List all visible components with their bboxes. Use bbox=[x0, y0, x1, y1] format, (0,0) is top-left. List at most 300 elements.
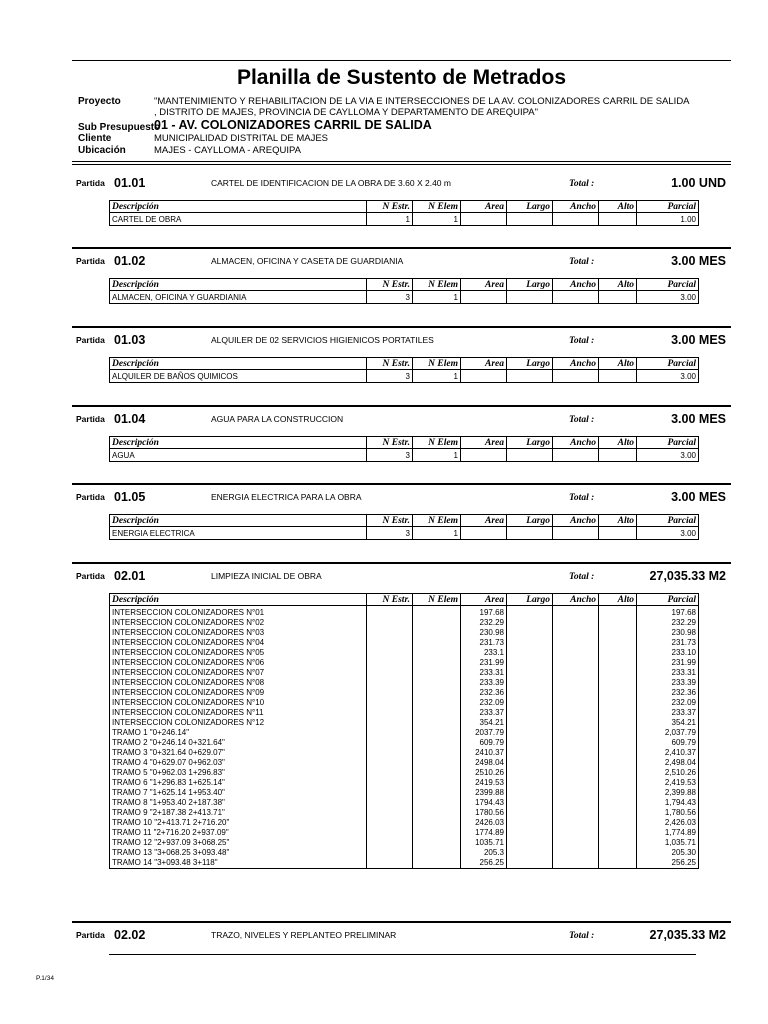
column-header: Alto bbox=[599, 594, 637, 606]
table-row bbox=[110, 808, 699, 818]
cell-area: 2410.37 bbox=[461, 748, 507, 758]
cell-n-estr: 3 bbox=[367, 291, 413, 304]
cell-area: 1780.56 bbox=[461, 808, 507, 818]
cell-parcial: 233.31 bbox=[637, 668, 699, 678]
cell-n-elem bbox=[413, 798, 461, 808]
cell-ancho bbox=[553, 648, 599, 658]
total-label: Total : bbox=[569, 257, 595, 267]
cell-n-estr bbox=[367, 788, 413, 798]
cell-parcial: 197.68 bbox=[637, 606, 699, 619]
column-header: N Estr. bbox=[367, 201, 413, 213]
column-header: Ancho bbox=[553, 358, 599, 370]
cell-n-estr bbox=[367, 848, 413, 858]
column-header: Largo bbox=[507, 594, 553, 606]
cell-alto bbox=[599, 708, 637, 718]
cell-area: 1774.89 bbox=[461, 828, 507, 838]
column-header: Ancho bbox=[553, 437, 599, 449]
cell-alto bbox=[599, 618, 637, 628]
table-row bbox=[110, 628, 699, 638]
column-header: N Elem bbox=[413, 594, 461, 606]
partida-code: 01.01 bbox=[114, 176, 146, 190]
metrado-table bbox=[109, 436, 699, 462]
page-title: Planilla de Sustento de Metrados bbox=[236, 66, 567, 89]
cell-alto bbox=[599, 688, 637, 698]
cell-area: 205.3 bbox=[461, 848, 507, 858]
cell-area: 256.25 bbox=[461, 858, 507, 869]
cell-n-elem bbox=[413, 708, 461, 718]
partida-code: 02.01 bbox=[114, 569, 146, 583]
table-row bbox=[110, 291, 699, 304]
cell-ancho bbox=[553, 628, 599, 638]
cell-description: TRAMO 3 "0+321.64 0+629.07" bbox=[110, 748, 367, 758]
metrado-table bbox=[109, 278, 699, 304]
cell-ancho bbox=[553, 738, 599, 748]
column-header: Largo bbox=[507, 279, 553, 291]
cell-area: 233.37 bbox=[461, 708, 507, 718]
partida-code: 01.02 bbox=[114, 254, 146, 268]
cell-largo bbox=[507, 668, 553, 678]
cell-parcial: 2,426.03 bbox=[637, 818, 699, 828]
column-header: Descripción bbox=[110, 201, 367, 213]
cell-ancho bbox=[553, 838, 599, 848]
table-row bbox=[110, 527, 699, 540]
cell-area: 1794.43 bbox=[461, 798, 507, 808]
column-header: Area bbox=[461, 515, 507, 527]
cell-n-estr bbox=[367, 698, 413, 708]
cell-ancho bbox=[553, 808, 599, 818]
partida-separator bbox=[72, 562, 731, 564]
cell-area: 2510.26 bbox=[461, 768, 507, 778]
cell-alto bbox=[599, 808, 637, 818]
table-row bbox=[110, 648, 699, 658]
cell-area: 2426.03 bbox=[461, 818, 507, 828]
cell-ancho bbox=[553, 768, 599, 778]
cell-description: TRAMO 8 "1+953.40 2+187.38" bbox=[110, 798, 367, 808]
column-header: N Elem bbox=[413, 201, 461, 213]
column-header: Ancho bbox=[553, 515, 599, 527]
cell-area: 231.73 bbox=[461, 638, 507, 648]
cell-ancho bbox=[553, 718, 599, 728]
metrado-table bbox=[109, 357, 699, 383]
cell-area: 2399.88 bbox=[461, 788, 507, 798]
total-label: Total : bbox=[569, 336, 595, 346]
cell-n-estr bbox=[367, 658, 413, 668]
cell-description: ALMACEN, OFICINA Y GUARDIANIA bbox=[110, 291, 367, 304]
cell-ancho bbox=[553, 748, 599, 758]
cell-ancho bbox=[553, 848, 599, 858]
cell-n-estr bbox=[367, 606, 413, 619]
cell-description: TRAMO 9 "2+187.38 2+413.71" bbox=[110, 808, 367, 818]
cell-largo bbox=[507, 688, 553, 698]
column-header: Alto bbox=[599, 279, 637, 291]
cell-n-estr bbox=[367, 728, 413, 738]
cell-n-estr bbox=[367, 778, 413, 788]
cell-largo bbox=[507, 798, 553, 808]
column-header: N Estr. bbox=[367, 437, 413, 449]
partida-code: 01.03 bbox=[114, 333, 146, 347]
partida-code: 01.05 bbox=[114, 490, 146, 504]
cell-n-elem bbox=[413, 688, 461, 698]
table-row bbox=[110, 698, 699, 708]
header-double-rule-bottom bbox=[72, 164, 731, 165]
partida-label: Partida bbox=[76, 930, 105, 940]
column-header: N Estr. bbox=[367, 515, 413, 527]
partida-label: Partida bbox=[76, 492, 105, 502]
cell-ancho bbox=[553, 778, 599, 788]
table-row bbox=[110, 213, 699, 226]
cell-parcial: 2,419.53 bbox=[637, 778, 699, 788]
proyecto-label: Proyecto bbox=[78, 96, 121, 107]
cell-area: 233.39 bbox=[461, 678, 507, 688]
cell-n-elem bbox=[413, 768, 461, 778]
table-row bbox=[110, 728, 699, 738]
cell-largo bbox=[507, 698, 553, 708]
table-row bbox=[110, 638, 699, 648]
cell-alto bbox=[599, 449, 637, 462]
cell-description: TRAMO 6 "1+296.83 1+625.14" bbox=[110, 778, 367, 788]
cell-alto bbox=[599, 527, 637, 540]
cell-parcial: 231.73 bbox=[637, 638, 699, 648]
cell-n-elem bbox=[413, 848, 461, 858]
total-value: 3.00 MES bbox=[671, 254, 726, 268]
column-header: N Estr. bbox=[367, 279, 413, 291]
cell-largo bbox=[507, 758, 553, 768]
cell-description: CARTEL DE OBRA bbox=[110, 213, 367, 226]
partida-description: ALMACEN, OFICINA Y CASETA DE GUARDIANIA bbox=[211, 256, 404, 266]
cell-area: 197.68 bbox=[461, 606, 507, 619]
total-label: Total : bbox=[569, 493, 595, 503]
total-value: 3.00 MES bbox=[671, 412, 726, 426]
cell-n-elem bbox=[413, 618, 461, 628]
cell-ancho bbox=[553, 668, 599, 678]
cell-parcial: 233.39 bbox=[637, 678, 699, 688]
cell-area bbox=[461, 213, 507, 226]
cell-largo bbox=[507, 838, 553, 848]
cell-ancho bbox=[553, 213, 599, 226]
cell-alto bbox=[599, 606, 637, 619]
table-row bbox=[110, 370, 699, 383]
column-header: N Estr. bbox=[367, 358, 413, 370]
cell-n-elem bbox=[413, 628, 461, 638]
column-header: Area bbox=[461, 201, 507, 213]
partida-description: ENERGIA ELECTRICA PARA LA OBRA bbox=[211, 492, 362, 502]
cell-n-elem bbox=[413, 758, 461, 768]
partida-code: 02.02 bbox=[114, 928, 146, 942]
cell-alto bbox=[599, 370, 637, 383]
partida-label: Partida bbox=[76, 414, 105, 424]
ubicacion-value: MAJES - CAYLLOMA - AREQUIPA bbox=[154, 145, 301, 156]
cell-parcial: 2,498.04 bbox=[637, 758, 699, 768]
cell-largo bbox=[507, 848, 553, 858]
cell-description: INTERSECCION COLONIZADORES N°03 bbox=[110, 628, 367, 638]
cell-ancho bbox=[553, 370, 599, 383]
cell-ancho bbox=[553, 618, 599, 628]
table-row bbox=[110, 738, 699, 748]
cell-description: TRAMO 5 "0+962.03 1+296.83" bbox=[110, 768, 367, 778]
column-header: Alto bbox=[599, 437, 637, 449]
partida-label: Partida bbox=[76, 335, 105, 345]
cell-parcial: 2,510.26 bbox=[637, 768, 699, 778]
total-label: Total : bbox=[569, 179, 595, 189]
cell-alto bbox=[599, 628, 637, 638]
cell-n-estr: 3 bbox=[367, 527, 413, 540]
cell-largo bbox=[507, 618, 553, 628]
cell-area: 2037.79 bbox=[461, 728, 507, 738]
cell-ancho bbox=[553, 606, 599, 619]
table-row bbox=[110, 708, 699, 718]
cell-ancho bbox=[553, 291, 599, 304]
cell-largo bbox=[507, 638, 553, 648]
column-header: Largo bbox=[507, 437, 553, 449]
partida-separator bbox=[72, 483, 731, 485]
cell-largo bbox=[507, 818, 553, 828]
cell-area bbox=[461, 449, 507, 462]
cell-alto bbox=[599, 818, 637, 828]
cell-n-estr bbox=[367, 648, 413, 658]
table-row bbox=[110, 618, 699, 628]
cell-alto bbox=[599, 788, 637, 798]
table-row bbox=[110, 449, 699, 462]
cell-largo bbox=[507, 828, 553, 838]
column-header: N Elem bbox=[413, 437, 461, 449]
cell-description: TRAMO 7 "1+625.14 1+953.40" bbox=[110, 788, 367, 798]
cell-ancho bbox=[553, 658, 599, 668]
cell-n-elem bbox=[413, 698, 461, 708]
cell-alto bbox=[599, 838, 637, 848]
cell-description: INTERSECCION COLONIZADORES N°04 bbox=[110, 638, 367, 648]
cell-n-estr bbox=[367, 858, 413, 869]
cell-n-elem bbox=[413, 668, 461, 678]
cell-alto bbox=[599, 668, 637, 678]
cell-largo bbox=[507, 718, 553, 728]
column-header: Descripción bbox=[110, 594, 367, 606]
cliente-value: MUNICIPALIDAD DISTRITAL DE MAJES bbox=[154, 133, 329, 144]
cell-largo bbox=[507, 527, 553, 540]
cell-n-elem: 1 bbox=[413, 527, 461, 540]
cell-n-elem bbox=[413, 778, 461, 788]
cell-area: 354.21 bbox=[461, 718, 507, 728]
cell-description: TRAMO 14 "3+093.48 3+118" bbox=[110, 858, 367, 869]
total-value: 1.00 UND bbox=[671, 176, 726, 190]
cell-n-elem bbox=[413, 606, 461, 619]
cell-n-elem bbox=[413, 678, 461, 688]
cell-description: INTERSECCION COLONIZADORES N°07 bbox=[110, 668, 367, 678]
column-header: Largo bbox=[507, 515, 553, 527]
cell-parcial: 609.79 bbox=[637, 738, 699, 748]
column-header: Alto bbox=[599, 515, 637, 527]
column-header: Parcial bbox=[637, 201, 699, 213]
cell-ancho bbox=[553, 828, 599, 838]
partida-description: TRAZO, NIVELES Y REPLANTEO PRELIMINAR bbox=[211, 930, 397, 940]
table-row bbox=[110, 688, 699, 698]
partida-label: Partida bbox=[76, 571, 105, 581]
cell-n-elem bbox=[413, 748, 461, 758]
cell-description: ALQUILER DE BAÑOS QUIMICOS bbox=[110, 370, 367, 383]
column-header: Ancho bbox=[553, 279, 599, 291]
table-row bbox=[110, 818, 699, 828]
cell-parcial: 232.29 bbox=[637, 618, 699, 628]
cell-alto bbox=[599, 768, 637, 778]
total-value: 27,035.33 M2 bbox=[649, 928, 726, 942]
column-header: Parcial bbox=[637, 437, 699, 449]
proyecto-value: "MANTENIMIENTO Y REHABILITACION DE LA VIA E INTERSECCIONES DE LA AV. COLONIZADORES CARRIL DE SALIDA , DISTRITO DE MAJES, PROVINCIA DE CAYLLOMA Y DEPARTAMENTO DE AREQUIPA" bbox=[154, 96, 689, 118]
partida-separator bbox=[72, 405, 731, 407]
partida-description: AGUA PARA LA CONSTRUCCION bbox=[211, 414, 344, 424]
cell-n-estr bbox=[367, 688, 413, 698]
cell-n-estr bbox=[367, 618, 413, 628]
cell-parcial: 231.99 bbox=[637, 658, 699, 668]
cell-alto bbox=[599, 798, 637, 808]
cell-n-elem: 1 bbox=[413, 449, 461, 462]
cell-largo bbox=[507, 678, 553, 688]
table-row bbox=[110, 828, 699, 838]
cell-parcial: 1,794.43 bbox=[637, 798, 699, 808]
total-value: 3.00 MES bbox=[671, 490, 726, 504]
column-header: Ancho bbox=[553, 201, 599, 213]
cell-parcial: 3.00 bbox=[637, 291, 699, 304]
cell-n-estr bbox=[367, 828, 413, 838]
cell-largo bbox=[507, 658, 553, 668]
column-header: Parcial bbox=[637, 515, 699, 527]
cell-alto bbox=[599, 748, 637, 758]
cell-largo bbox=[507, 778, 553, 788]
cell-alto bbox=[599, 638, 637, 648]
column-header: Alto bbox=[599, 201, 637, 213]
cell-alto bbox=[599, 718, 637, 728]
column-header: Area bbox=[461, 437, 507, 449]
cell-largo bbox=[507, 768, 553, 778]
cell-description: INTERSECCION COLONIZADORES N°12 bbox=[110, 718, 367, 728]
cell-parcial: 2,410.37 bbox=[637, 748, 699, 758]
cell-description: INTERSECCION COLONIZADORES N°05 bbox=[110, 648, 367, 658]
cell-n-elem bbox=[413, 808, 461, 818]
cell-n-elem bbox=[413, 818, 461, 828]
column-header: N Elem bbox=[413, 358, 461, 370]
column-header: N Estr. bbox=[367, 594, 413, 606]
table-row bbox=[110, 788, 699, 798]
metrado-table bbox=[109, 200, 699, 226]
cell-ancho bbox=[553, 688, 599, 698]
partida-description: LIMPIEZA INICIAL DE OBRA bbox=[211, 571, 322, 581]
cell-alto bbox=[599, 858, 637, 869]
total-label: Total : bbox=[569, 931, 595, 941]
table-row bbox=[110, 678, 699, 688]
column-header: Parcial bbox=[637, 279, 699, 291]
column-header: Largo bbox=[507, 358, 553, 370]
partida-separator bbox=[72, 921, 731, 923]
partida-label: Partida bbox=[76, 256, 105, 266]
table-row bbox=[110, 748, 699, 758]
cell-ancho bbox=[553, 638, 599, 648]
column-header: Parcial bbox=[637, 358, 699, 370]
cell-parcial: 233.37 bbox=[637, 708, 699, 718]
cell-n-estr bbox=[367, 838, 413, 848]
top-rule bbox=[72, 60, 731, 61]
partida-separator bbox=[72, 326, 731, 328]
cell-description: TRAMO 2 "0+246.14 0+321.64" bbox=[110, 738, 367, 748]
cell-largo bbox=[507, 213, 553, 226]
table-row bbox=[110, 718, 699, 728]
cell-n-estr bbox=[367, 678, 413, 688]
cell-n-estr bbox=[367, 748, 413, 758]
cell-alto bbox=[599, 213, 637, 226]
cell-parcial: 232.36 bbox=[637, 688, 699, 698]
cell-description: TRAMO 10 "2+413.71 2+716.20" bbox=[110, 818, 367, 828]
cell-n-estr bbox=[367, 628, 413, 638]
cell-ancho bbox=[553, 858, 599, 869]
cell-ancho bbox=[553, 527, 599, 540]
table-row bbox=[110, 606, 699, 619]
cell-description: INTERSECCION COLONIZADORES N°10 bbox=[110, 698, 367, 708]
cell-parcial: 1.00 bbox=[637, 213, 699, 226]
cell-n-estr bbox=[367, 768, 413, 778]
cell-parcial: 233.10 bbox=[637, 648, 699, 658]
cell-description: INTERSECCION COLONIZADORES N°08 bbox=[110, 678, 367, 688]
cell-parcial: 3.00 bbox=[637, 527, 699, 540]
cell-largo bbox=[507, 291, 553, 304]
cell-area: 232.29 bbox=[461, 618, 507, 628]
cell-area: 609.79 bbox=[461, 738, 507, 748]
cell-ancho bbox=[553, 788, 599, 798]
column-header: Largo bbox=[507, 201, 553, 213]
cell-description: TRAMO 4 "0+629.07 0+962.03" bbox=[110, 758, 367, 768]
cell-alto bbox=[599, 291, 637, 304]
cell-parcial: 2,399.88 bbox=[637, 788, 699, 798]
cell-n-elem bbox=[413, 718, 461, 728]
cell-n-estr bbox=[367, 638, 413, 648]
table-row bbox=[110, 758, 699, 768]
column-header: N Elem bbox=[413, 279, 461, 291]
cell-largo bbox=[507, 808, 553, 818]
cell-n-elem bbox=[413, 858, 461, 869]
cell-alto bbox=[599, 778, 637, 788]
cell-area: 2498.04 bbox=[461, 758, 507, 768]
column-header: Ancho bbox=[553, 594, 599, 606]
column-header: Area bbox=[461, 279, 507, 291]
metrado-table bbox=[109, 593, 699, 869]
table-row bbox=[110, 778, 699, 788]
cell-parcial: 205.30 bbox=[637, 848, 699, 858]
cell-n-elem: 1 bbox=[413, 213, 461, 226]
cell-largo bbox=[507, 728, 553, 738]
cell-ancho bbox=[553, 449, 599, 462]
cell-area: 231.99 bbox=[461, 658, 507, 668]
cell-n-elem bbox=[413, 828, 461, 838]
cell-area: 232.09 bbox=[461, 698, 507, 708]
cell-alto bbox=[599, 848, 637, 858]
cell-largo bbox=[507, 606, 553, 619]
cell-ancho bbox=[553, 758, 599, 768]
cell-largo bbox=[507, 748, 553, 758]
cell-description: INTERSECCION COLONIZADORES N°06 bbox=[110, 658, 367, 668]
cell-area bbox=[461, 291, 507, 304]
cell-alto bbox=[599, 728, 637, 738]
column-header: N Elem bbox=[413, 515, 461, 527]
total-value: 27,035.33 M2 bbox=[649, 569, 726, 583]
column-header: Area bbox=[461, 358, 507, 370]
cell-largo bbox=[507, 738, 553, 748]
cell-ancho bbox=[553, 678, 599, 688]
cell-largo bbox=[507, 708, 553, 718]
table-row bbox=[110, 798, 699, 808]
cell-description: TRAMO 13 "3+068.25 3+093.48" bbox=[110, 848, 367, 858]
cell-ancho bbox=[553, 798, 599, 808]
total-label: Total : bbox=[569, 572, 595, 582]
page-number: P.1/34 bbox=[36, 975, 54, 982]
subpresupuesto-value: 01 - AV. COLONIZADORES CARRIL DE SALIDA bbox=[154, 118, 432, 132]
header-double-rule-top bbox=[72, 161, 731, 162]
cell-alto bbox=[599, 698, 637, 708]
